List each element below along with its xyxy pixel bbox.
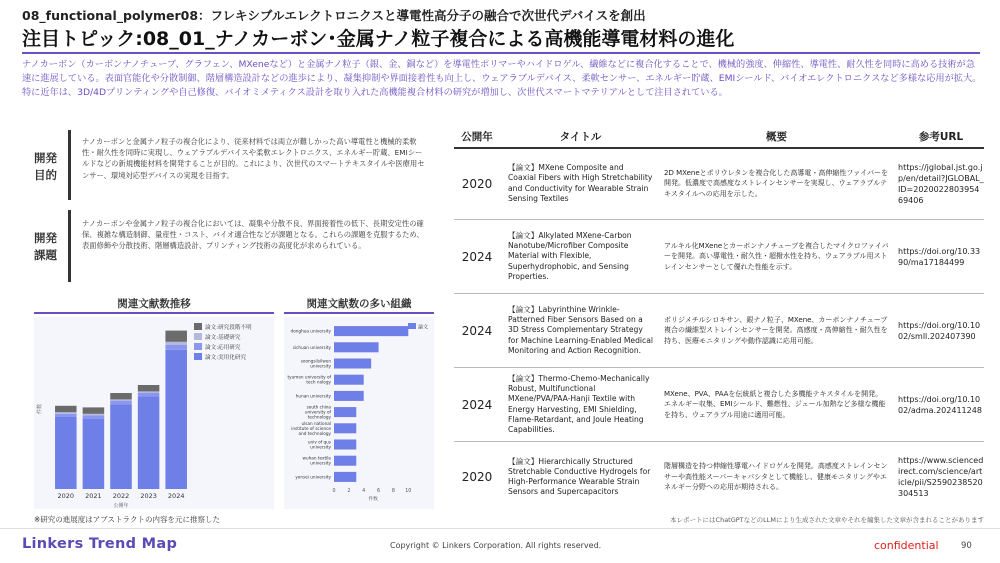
trend-bar-2021-series-3 [83, 407, 105, 413]
org-category-label: technology [307, 414, 331, 420]
table-header-title: タイトル [559, 131, 602, 143]
org-category-label: univ of qus [307, 439, 331, 445]
trend-bar-2023-series-2 [138, 391, 160, 393]
org-category-label: south china [306, 404, 331, 410]
trend-bar-2023-series-0 [138, 396, 160, 489]
row-url-link[interactable]: https://doi.org/10.1002/adma.202411248 [898, 394, 982, 415]
row-url-link[interactable]: https://doi.org/10.1002/smll.202407390 [898, 320, 981, 341]
trend-bar-2022-series-2 [110, 399, 132, 401]
trend-legend-swatch [194, 353, 202, 360]
org-x-axis-label: 件数 [368, 497, 378, 502]
trend-chart-title-rule [34, 312, 274, 314]
table-row [454, 368, 984, 442]
org-bar-4 [334, 391, 364, 401]
org-category-label: soongsilsilwen [300, 358, 331, 364]
topic-divider [22, 52, 980, 54]
org-bar-6 [334, 423, 356, 433]
row-title: 【論文】MXene Composite and Coaxial Fibers with High Stretchability and Conductivity for Wearable Strain Sensing Textiles [508, 163, 653, 203]
row-year: 2024 [461, 323, 493, 338]
org-category-label: wuhan textile [302, 455, 331, 461]
trend-bar-2024-series-1 [165, 345, 187, 350]
trend-legend-label: 論文:研究段階不明 [205, 325, 252, 331]
row-summary: MXene、PVA、PAAを伝統紙と複合した多機能テキスタイルを開発。エネルギー収集、EMIシールド、難燃性、ジュール加熱など多様な機能を持ち、ウェアラブル用途に適用可能。 [664, 389, 886, 419]
trend-legend-swatch [194, 343, 202, 350]
topic-summary: ナノカーボン（カーボンナノチューブ、グラフェン、MXeneなど）と金属ナノ粒子（銀、金、銅など）を導電性ポリマーやハイドロゲル、繊維などに複合化することで、機械的強度、伸縮性、導電性、耐久性を同時に高める技術が急速に進展している。表面官能化や分散制御、階層構造設計などの進歩により、凝集抑制や界面接着性も向上し、ウェアラブルデバイス、柔軟センサー、エネルギー貯蔵、EMIシールド、バイオエレクトロニクスなど多様な応用が拡大。特に近年は、3D/4Dプリンティングや自己修復、バイオミメティクス設計を取り入れた高機能複合材料の研究が増加し、次世代スマートマテリアルとして注目されている。 [22, 59, 982, 98]
trend-bar-2024-series-3 [165, 331, 187, 342]
trend-chart-title: 関連文献数推移 [117, 298, 191, 310]
brand-logo: Linkers Trend Map [22, 536, 178, 552]
row-url-link[interactable]: https://www.sciencedirect.com/science/article/pii/S2590238520304513 [898, 456, 984, 498]
page-number: 90 [961, 541, 972, 551]
row-summary: 2D MXeneとポリウレタンを複合化した高導電・高伸縮性ファイバーを開発。低濃度で高感度なストレインセンサーを実現し、ウェアラブルテキスタイルへの応用を示した。 [664, 168, 889, 198]
trend-x-tick-label: 2020 [57, 492, 75, 500]
trend-x-tick-label: 2024 [167, 492, 185, 500]
org-chart [284, 317, 434, 509]
org-category-label: university [310, 363, 331, 369]
org-bar-1 [334, 342, 379, 352]
row-title: 【論文】Alkylated MXene-Carbon Nanotube/Microfiber Composite Material with Flexible, Superhydrophobic, and Sensing Properties. [508, 230, 632, 281]
development-aim-text: ナノカーボンと金属ナノ粒子の複合化により、従来材料では両立が難しかった高い導電性と機械的柔軟性・耐久性を同時に実現し、ウェアラブルデバイスや柔軟エレクトロニクス、エネルギー貯蔵、EMIシールドなどの新規機能材料を開発することが目的。これにより、次世代のスマートテキスタイルや医療用センサー、環境対応型デバイスの実現を目指す。 [82, 137, 425, 180]
trend-bar-2020-series-0 [55, 417, 77, 489]
table-row [454, 442, 984, 512]
trend-bar-2022-series-1 [110, 401, 132, 404]
org-chart-title: 関連文献数の多い組織 [306, 298, 412, 310]
trend-legend-swatch [194, 333, 202, 340]
development-aim [34, 128, 429, 203]
org-legend-label: 論文 [418, 324, 429, 331]
org-bar-5 [334, 407, 356, 417]
trend-bar-2021-series-0 [83, 419, 105, 489]
llm-disclaimer: 本レポートにはChatGPTなどのLLMにより生成された文章やそれを編集した文章が含まれることがあります [670, 516, 984, 524]
copyright-text: Copyright © Linkers Corporation. All rights reserved. [390, 541, 602, 550]
org-category-label: university of [304, 409, 331, 415]
org-x-tick-label: 8 [391, 489, 395, 494]
trend-x-tick-label: 2023 [140, 492, 157, 500]
trend-bar-2024-series-0 [165, 350, 187, 489]
confidential-label: confidential [874, 539, 939, 552]
topic-title: 注目トピック:08_01_ナノカーボン･金属ナノ粒子複合による高機能導電材料の進化 [22, 28, 735, 50]
row-title: 【論文】Labyrinthine Wrinkle-Patterned Fiber Sensors Based on a 3D Stress Complementary Strategy for Machine Learning-Enabled Medical Monitoring and Action Recognition. [508, 304, 653, 355]
org-bar-2 [334, 358, 371, 368]
row-summary: アルキル化MXeneとカーボンナノチューブを複合したマイクロファイバーを開発。高い導電性・耐久性・超撥水性を持ち、ウェアラブル用ストレインセンサーとして優れた性能を示す。 [664, 241, 889, 271]
org-category-label: university [310, 460, 331, 466]
trend-x-tick-label: 2022 [112, 492, 130, 500]
development-challenge-text: ナノカーボンや金属ナノ粒子の複合化においては、凝集や分散不良、界面接着性の低下、長期安定性の確保、複雑な構造制御、量産性・コスト、バイオ適合性などが課題となる。これらの課題を克服するため、表面修飾や分散技術、階層構造設計、プリンティング技術の高度化が求められている。 [82, 219, 424, 251]
org-category-label: institute of science [291, 425, 331, 431]
trend-chart [34, 317, 274, 509]
org-x-tick-label: 0 [332, 489, 336, 494]
trend-bar-2020-series-1 [55, 414, 77, 417]
org-category-label: tyumen university of [287, 374, 331, 380]
trend-bar-2022-series-3 [110, 393, 132, 399]
trend-bar-2022-series-0 [110, 404, 132, 489]
row-year: 2024 [461, 397, 493, 412]
org-bar-9 [334, 472, 356, 482]
org-category-label: donghua university [290, 328, 331, 334]
trend-legend-label: 論文:基礎研究 [205, 335, 241, 341]
trend-bar-2020-series-2 [55, 412, 77, 414]
trend-bar-2021-series-2 [83, 414, 105, 416]
org-category-label: and technology [298, 430, 331, 436]
org-x-tick-label: 10 [405, 489, 412, 494]
trend-x-tick-label: 2021 [85, 492, 102, 500]
row-year: 2020 [461, 470, 493, 484]
org-category-label: tech nology [306, 379, 331, 385]
report-title: 08_functional_polymer08：フレキシブルエレクトロニクスと導電性高分子の融合で次世代デバイスを創出 [22, 8, 646, 23]
table-row [454, 148, 984, 220]
org-legend-swatch [408, 323, 416, 329]
row-year: 2020 [461, 176, 493, 191]
org-category-label: sichuan university [292, 344, 331, 350]
row-summary: 階層構造を持つ伸縮性導電ハイドロゲルを開発。高感度ストレインセンサーや高性能スーパーキャパシタとして機能し、健康モニタリングやエネルギー分野への応用が期待される。 [664, 462, 888, 492]
row-summary: ポリジメチルシロキサン、銀ナノ粒子、MXene、カーボンナノチューブ複合の繊維型ストレインセンサーを開発。高感度・高伸縮性・耐久性を持ち、医療モニタリングや動作認識に応用可能。 [664, 315, 888, 345]
org-category-label: hunan university [295, 393, 331, 399]
trend-legend-label: 論文:実用化研究 [205, 355, 247, 361]
development-aim-bar [68, 130, 71, 200]
trend-bar-2020-series-3 [55, 406, 77, 412]
trend-bar-2021-series-1 [83, 415, 105, 418]
table-row [454, 294, 984, 368]
org-x-tick-label: 4 [362, 489, 366, 494]
row-title: 【論文】Hierarchically Structured Stretchable Conductive Hydrogels for High-Performance Wearable Strain Sensors and Supercapacitors [508, 456, 651, 497]
trend-legend-label: 論文:応用研究 [205, 345, 241, 351]
org-chart-title-rule [284, 312, 434, 314]
development-challenge-bar [68, 210, 71, 282]
trend-chart-panel [34, 317, 274, 509]
trend-y-axis-label: 件数 [37, 403, 43, 415]
development-aim-label: 開発目的 [34, 151, 57, 182]
trend-bar-2023-series-1 [138, 393, 160, 396]
development-challenge [34, 210, 429, 285]
org-bar-7 [334, 439, 356, 449]
org-category-label: university [310, 444, 331, 450]
trend-legend-swatch [194, 323, 202, 330]
row-year: 2024 [461, 249, 493, 264]
trend-x-axis-label: 公開年 [113, 503, 129, 509]
row-url-link[interactable]: https://doi.org/10.3390/ma17184499 [898, 246, 981, 267]
table-header-year: 公開年 [461, 131, 493, 143]
org-x-tick-label: 6 [377, 489, 381, 494]
org-category-label: ulsan national [301, 420, 331, 426]
trend-bar-2024-series-2 [165, 342, 187, 345]
table-header-url: 参考URL [918, 131, 964, 143]
development-challenge-label: 開発課題 [34, 231, 57, 262]
table-row [454, 220, 984, 294]
org-bar-3 [334, 375, 364, 385]
table-header-summary: 概要 [766, 131, 787, 143]
org-category-label: yonsei university [295, 474, 331, 480]
org-x-tick-label: 2 [347, 489, 351, 494]
trend-bar-2023-series-3 [138, 385, 160, 391]
row-title: 【論文】Thermo-Chemo-Mechanically Robust, Multifunctional MXene/PVA/PAA-Hanji Textile with Energy Harvesting, EMI Shielding, Flame-Retardant, and Joule Heating Capabilities. [508, 373, 650, 434]
org-bar-8 [334, 456, 356, 466]
research-stage-footnote: ※研究の進展度はアブストラクトの内容を元に推察した [34, 515, 220, 524]
row-url-link[interactable]: https://jglobal.jst.go.jp/en/detail?JGLOBAL_ID=202002280395469406 [898, 162, 984, 205]
footer-divider [0, 528, 1000, 529]
org-chart-panel [284, 317, 434, 509]
org-bar-0 [334, 326, 408, 336]
